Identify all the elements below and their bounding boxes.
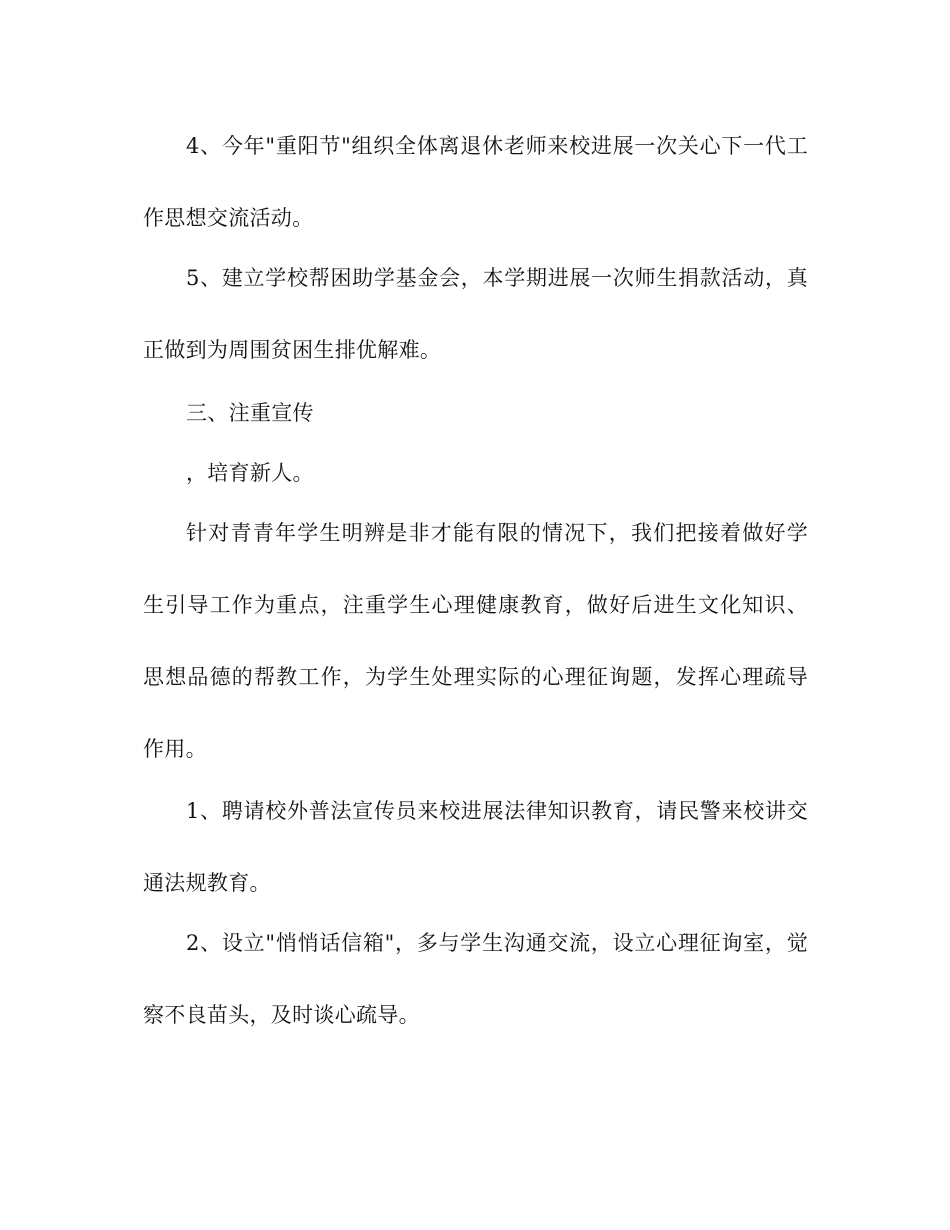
paragraph-line: 作用。 xyxy=(143,737,207,761)
paragraph-line: 作思想交流活动。 xyxy=(143,206,314,230)
section-heading: 三、注重宣传 xyxy=(186,401,314,425)
paragraph-line: ，培育新人。 xyxy=(186,461,314,485)
paragraph-line: 察不良苗头，及时谈心疏导。 xyxy=(143,1003,420,1027)
paragraph-line: 2、设立"悄悄话信箱"，多与学生沟通交流，设立心理征询室，觉 xyxy=(186,931,808,955)
paragraph-line: 思想品德的帮教工作，为学生处理实际的心理征询题，发挥心理疏导 xyxy=(143,665,808,689)
paragraph-line: 4、今年"重阳节"组织全体离退休老师来校进展一次关心下一代工 xyxy=(186,134,808,158)
paragraph-line: 5、建立学校帮困助学基金会，本学期进展一次师生捐款活动，真 xyxy=(186,266,808,290)
paragraph-line: 正做到为周围贫困生排优解难。 xyxy=(143,338,442,362)
paragraph-line: 针对青青年学生明辨是非才能有限的情况下，我们把接着做好学 xyxy=(186,521,808,545)
paragraph-line: 1、聘请校外普法宣传员来校进展法律知识教育，请民警来校讲交 xyxy=(186,799,808,823)
paragraph-line: 通法规教育。 xyxy=(143,871,271,895)
paragraph-line: 生引导工作为重点，注重学生心理健康教育，做好后进生文化知识、 xyxy=(143,593,808,617)
